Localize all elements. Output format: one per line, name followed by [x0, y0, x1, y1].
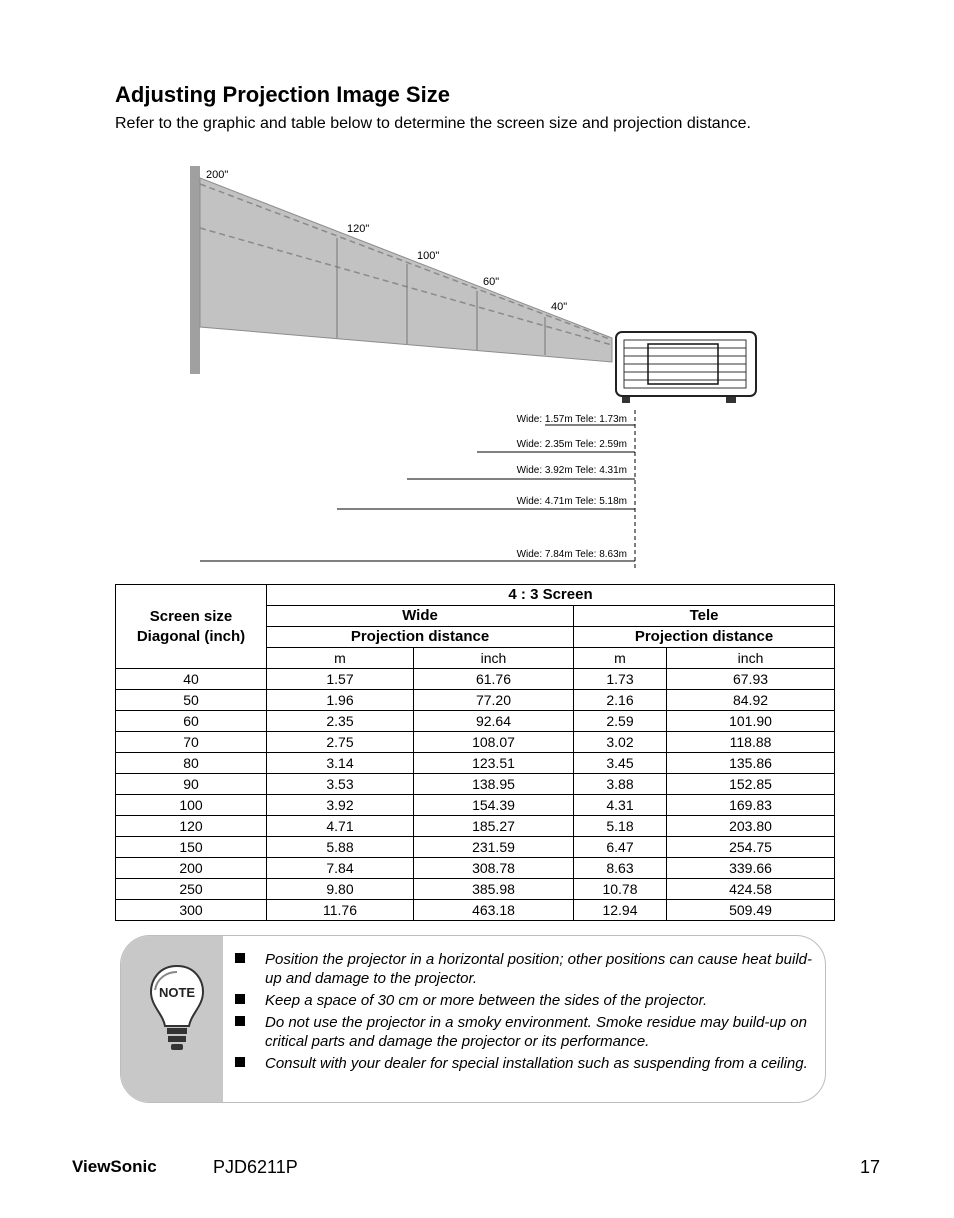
wide-projection-distance-header: Projection distance — [267, 627, 574, 648]
table-cell: 2.75 — [267, 732, 414, 753]
projector-icon — [616, 332, 756, 403]
table-cell: 10.78 — [574, 879, 667, 900]
table-cell: 3.92 — [267, 795, 414, 816]
table-cell: 3.14 — [267, 753, 414, 774]
screen-label-100: 100" — [417, 250, 440, 262]
table-cell: 3.02 — [574, 732, 667, 753]
table-row — [116, 732, 835, 753]
note-item — [233, 1013, 813, 1051]
table-cell: 92.64 — [414, 711, 574, 732]
tele-projection-distance-header: Projection distance — [574, 627, 835, 648]
table-cell: 3.45 — [574, 753, 667, 774]
table-cell: 200 — [116, 858, 267, 879]
table-cell: 77.20 — [414, 690, 574, 711]
table-row — [116, 879, 835, 900]
table-cell: 50 — [116, 690, 267, 711]
footer-brand: ViewSonic — [72, 1157, 157, 1176]
distance-label-60: Wide: 2.35m Tele: 2.59m — [516, 439, 627, 450]
wide-header: Wide — [267, 606, 574, 627]
footer-model: PJD6211P — [213, 1157, 298, 1177]
distance-label-100: Wide: 3.92m Tele: 4.31m — [516, 465, 627, 476]
intro-text: Refer to the graphic and table below to determine the screen size and projection distance. — [115, 115, 751, 132]
square-bullet-icon — [235, 1016, 245, 1026]
note-lightbulb-icon — [147, 960, 207, 1056]
note-icon-label: NOTE — [158, 985, 196, 1000]
square-bullet-icon — [235, 1057, 245, 1067]
table-cell: 138.95 — [414, 774, 574, 795]
table-cell: 2.59 — [574, 711, 667, 732]
table-cell: 60 — [116, 711, 267, 732]
table-cell: 3.88 — [574, 774, 667, 795]
table-cell: 1.96 — [267, 690, 414, 711]
table-cell: 1.73 — [574, 669, 667, 690]
table-cell: 9.80 — [267, 879, 414, 900]
table-cell: 5.88 — [267, 837, 414, 858]
table-row — [116, 774, 835, 795]
table-cell: 308.78 — [414, 858, 574, 879]
note-list — [233, 950, 813, 1076]
note-item-text: Position the projector in a horizontal position; other positions can cause heat build-up and damage to the projector. — [265, 951, 812, 987]
wide-unit-inch: inch — [414, 648, 574, 669]
table-row — [116, 837, 835, 858]
projection-table-body — [116, 669, 835, 921]
table-cell: 7.84 — [267, 858, 414, 879]
table-cell: 8.63 — [574, 858, 667, 879]
table-cell: 185.27 — [414, 816, 574, 837]
wall-bar — [190, 166, 200, 374]
table-cell: 120 — [116, 816, 267, 837]
table-cell: 101.90 — [667, 711, 835, 732]
table-row — [116, 711, 835, 732]
note-item-text: Do not use the projector in a smoky environment. Smoke residue may build-up on critical parts and damage the projector or its performance. — [265, 1014, 807, 1050]
tele-header: Tele — [574, 606, 835, 627]
wide-unit-m: m — [267, 648, 414, 669]
table-cell: 100 — [116, 795, 267, 816]
table-cell: 40 — [116, 669, 267, 690]
projection-diagram — [186, 160, 776, 580]
table-cell: 108.07 — [414, 732, 574, 753]
table-cell: 61.76 — [414, 669, 574, 690]
table-cell: 12.94 — [574, 900, 667, 921]
table-row — [116, 690, 835, 711]
table-cell: 2.16 — [574, 690, 667, 711]
note-item — [233, 991, 813, 1010]
table-cell: 70 — [116, 732, 267, 753]
distance-label-40: Wide: 1.57m Tele: 1.73m — [516, 414, 627, 425]
table-cell: 203.80 — [667, 816, 835, 837]
screen-label-200: 200" — [206, 169, 229, 181]
table-cell: 4.31 — [574, 795, 667, 816]
table-row — [116, 816, 835, 837]
screen-label-60: 60" — [483, 276, 500, 288]
distance-label-200: Wide: 7.84m Tele: 8.63m — [516, 549, 627, 560]
table-cell: 231.59 — [414, 837, 574, 858]
table-cell: 300 — [116, 900, 267, 921]
note-item-text: Keep a space of 30 cm or more between the sides of the projector. — [265, 992, 708, 1009]
table-cell: 152.85 — [667, 774, 835, 795]
screen-size-header-line2: Diagonal (inch) — [136, 627, 246, 645]
table-cell: 509.49 — [667, 900, 835, 921]
table-cell: 169.83 — [667, 795, 835, 816]
table-cell: 90 — [116, 774, 267, 795]
table-cell: 80 — [116, 753, 267, 774]
screen-label-40: 40" — [551, 301, 568, 313]
projection-diagram-svg — [186, 160, 776, 580]
table-cell: 3.53 — [267, 774, 414, 795]
table-cell: 123.51 — [414, 753, 574, 774]
table-row — [116, 795, 835, 816]
table-cell: 463.18 — [414, 900, 574, 921]
square-bullet-icon — [235, 994, 245, 1004]
note-item-text: Consult with your dealer for special installation such as suspending from a ceiling. — [265, 1055, 808, 1072]
table-cell: 2.35 — [267, 711, 414, 732]
table-row — [116, 753, 835, 774]
table-cell: 424.58 — [667, 879, 835, 900]
table-cell: 135.86 — [667, 753, 835, 774]
table-cell: 11.76 — [267, 900, 414, 921]
table-cell: 4.71 — [267, 816, 414, 837]
screen-size-header — [116, 585, 267, 669]
tele-unit-m: m — [574, 648, 667, 669]
tele-unit-inch: inch — [667, 648, 835, 669]
table-cell: 67.93 — [667, 669, 835, 690]
screen-label-120: 120" — [347, 223, 370, 235]
screen-size-header-line1: Screen size — [149, 607, 233, 625]
table-cell: 385.98 — [414, 879, 574, 900]
page-number: 17 — [860, 1157, 881, 1177]
table-cell: 154.39 — [414, 795, 574, 816]
projection-table — [115, 584, 835, 921]
distance-label-120: Wide: 4.71m Tele: 5.18m — [516, 496, 627, 507]
square-bullet-icon — [235, 953, 245, 963]
table-cell: 1.57 — [267, 669, 414, 690]
page-title: Adjusting Projection Image Size — [115, 82, 450, 107]
table-row — [116, 858, 835, 879]
table-cell: 84.92 — [667, 690, 835, 711]
note-box — [120, 935, 826, 1103]
note-sidebar — [121, 936, 223, 1102]
table-row — [116, 900, 835, 921]
table-cell: 250 — [116, 879, 267, 900]
table-cell: 5.18 — [574, 816, 667, 837]
table-cell: 254.75 — [667, 837, 835, 858]
projection-beam — [200, 178, 612, 362]
note-item — [233, 1054, 813, 1073]
screen-ratio-header: 4 : 3 Screen — [267, 585, 835, 606]
note-item — [233, 950, 813, 988]
table-cell: 6.47 — [574, 837, 667, 858]
table-row — [116, 669, 835, 690]
table-cell: 339.66 — [667, 858, 835, 879]
table-cell: 150 — [116, 837, 267, 858]
table-cell: 118.88 — [667, 732, 835, 753]
